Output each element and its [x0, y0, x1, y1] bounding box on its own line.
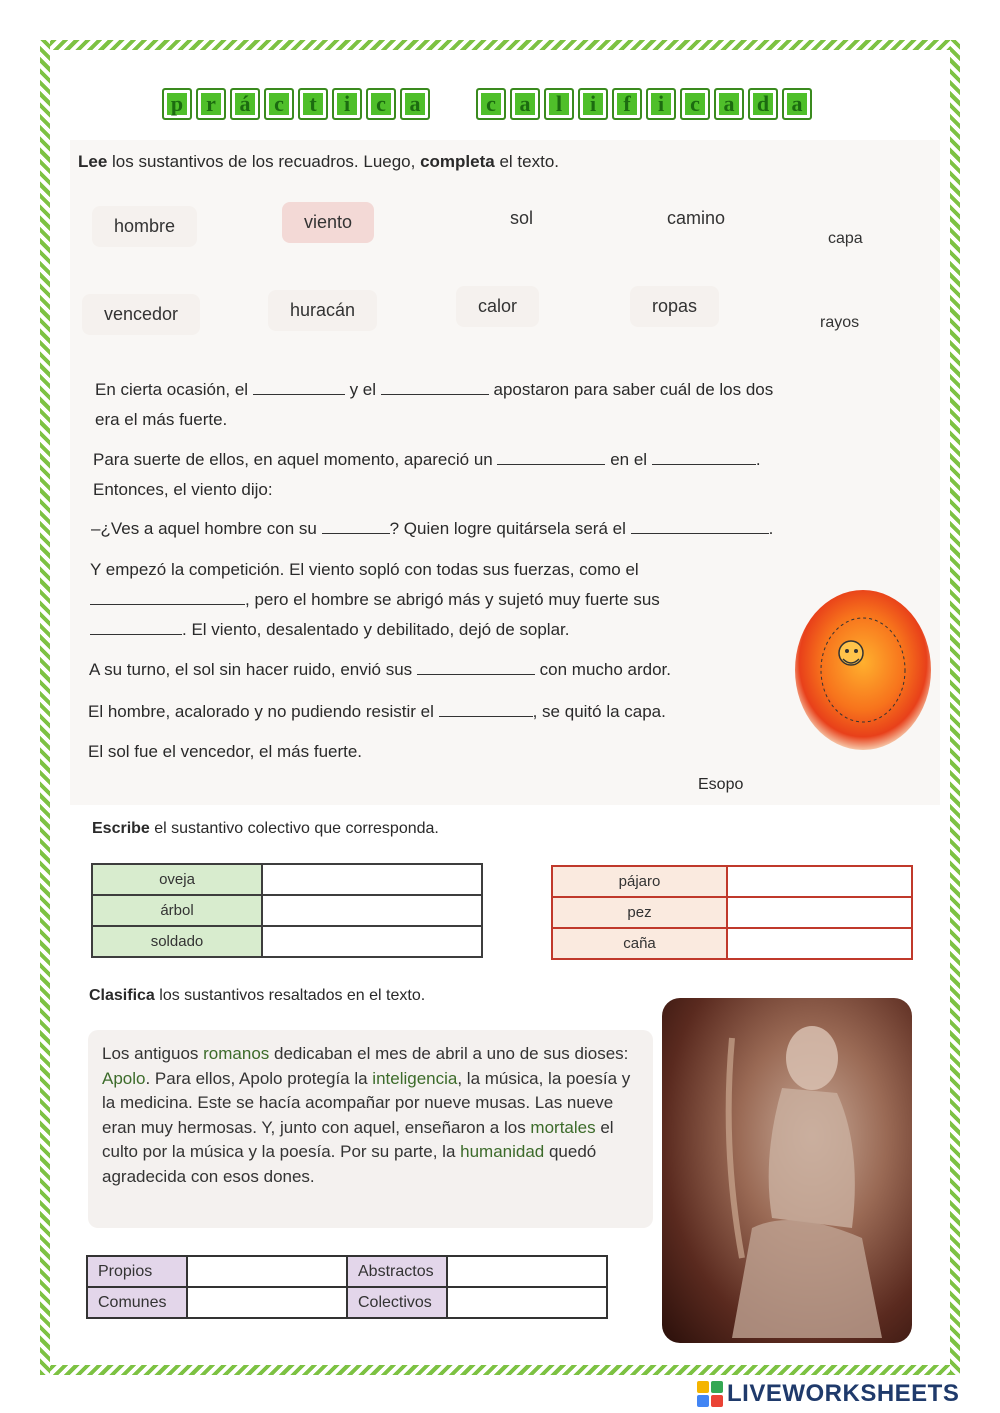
title-letter: c	[366, 88, 396, 120]
brand-name: LIVEWORKSHEETS	[727, 1380, 960, 1407]
story-line: Entonces, el viento dijo:	[93, 480, 273, 499]
word-box: camino	[667, 208, 726, 228]
frame-zigzag-right	[950, 40, 960, 1375]
frame-zigzag-left	[40, 40, 50, 1375]
classify-label-propios: Propios	[87, 1256, 187, 1287]
word-box: vencedor	[82, 294, 200, 335]
story-line: , pero el hombre se abrigó más y sujetó muy fuerte sus	[90, 590, 660, 610]
title-letter: i	[332, 88, 362, 120]
instruction-lee: Lee los sustantivos de los recuadros. Luego, completa el texto.	[78, 152, 559, 171]
answer-cell[interactable]	[187, 1256, 347, 1287]
title-letter: r	[196, 88, 226, 120]
highlighted-noun: humanidad	[460, 1142, 545, 1161]
blank[interactable]	[439, 716, 533, 717]
page-title	[162, 88, 862, 128]
story-line: A su turno, el sol sin hacer ruido, envió sus con mucho ardor.	[89, 660, 672, 679]
title-letter: a	[400, 88, 430, 120]
word-box: viento	[282, 202, 374, 243]
sun-illustration	[793, 585, 933, 750]
instruction-clasifica: Clasifica los sustantivos resaltados en el texto.	[89, 987, 426, 1004]
table-cell-noun: soldado	[92, 926, 262, 957]
title-letter: a	[510, 88, 540, 120]
answer-cell[interactable]	[447, 1287, 607, 1318]
table-row	[552, 866, 912, 897]
story-line: era el más fuerte.	[95, 410, 228, 429]
blank[interactable]	[253, 394, 345, 395]
highlighted-noun: inteligencia	[372, 1068, 458, 1088]
blank[interactable]	[381, 394, 489, 395]
table-row	[92, 864, 482, 895]
story-line: Para suerte de ellos, en aquel momento, apareció un en el .	[93, 450, 761, 469]
answer-cell[interactable]	[727, 928, 912, 959]
answer-cell[interactable]	[262, 864, 482, 895]
table-cell-noun: caña	[552, 928, 727, 959]
table-cell-noun: oveja	[92, 864, 262, 895]
blank[interactable]	[417, 674, 535, 675]
title-letter: á	[230, 88, 260, 120]
word-box: sol	[510, 208, 534, 228]
title-letter: t	[298, 88, 328, 120]
word-box: rayos	[820, 314, 860, 331]
title-letter: a	[782, 88, 812, 120]
liveworksheets-logo	[697, 1380, 959, 1408]
story-author: Esopo	[698, 776, 744, 793]
title-letter: f	[612, 88, 642, 120]
blank[interactable]	[631, 533, 769, 534]
table-row	[92, 895, 482, 926]
answer-cell[interactable]	[262, 895, 482, 926]
word-box: huracán	[268, 290, 377, 331]
instruction-escribe: Escribe el sustantivo colectivo que corresponda.	[92, 820, 439, 837]
blank[interactable]	[322, 533, 390, 534]
table-row	[92, 926, 482, 957]
answer-cell[interactable]	[262, 926, 482, 957]
story-line: Y empezó la competición. El viento sopló con todas sus fuerzas, como el	[90, 560, 639, 579]
brand-icon	[697, 1381, 723, 1407]
blank[interactable]	[90, 634, 182, 635]
classify-table	[86, 1255, 608, 1319]
story-line: . El viento, desalentado y debilitado, dejó de soplar.	[90, 620, 570, 640]
title-letter: p	[162, 88, 192, 120]
collective-table-left	[91, 863, 483, 958]
answer-cell[interactable]	[727, 897, 912, 928]
classify-label-comunes: Comunes	[87, 1287, 187, 1318]
title-letter: i	[578, 88, 608, 120]
blank[interactable]	[652, 464, 756, 465]
apollo-statue-photo	[662, 998, 912, 1343]
blank[interactable]	[90, 604, 245, 605]
table-row	[552, 928, 912, 959]
word-box: calor	[456, 286, 539, 327]
answer-cell[interactable]	[447, 1256, 607, 1287]
table-row	[87, 1287, 607, 1318]
table-cell-noun: pez	[552, 897, 727, 928]
frame-zigzag-top	[40, 40, 960, 50]
frame-zigzag-bottom	[40, 1365, 960, 1375]
story-line: El hombre, acalorado y no pudiendo resistir el , se quitó la capa.	[88, 702, 666, 721]
classify-label-abstractos: Abstractos	[347, 1256, 447, 1287]
collective-table-right	[551, 865, 913, 960]
table-cell-noun: árbol	[92, 895, 262, 926]
blank[interactable]	[497, 464, 605, 465]
title-letter: d	[748, 88, 778, 120]
classify-label-colectivos: Colectivos	[347, 1287, 447, 1318]
title-letter: a	[714, 88, 744, 120]
highlighted-noun: mortales	[530, 1117, 596, 1137]
answer-cell[interactable]	[727, 866, 912, 897]
word-box: capa	[828, 230, 863, 247]
table-row	[87, 1256, 607, 1287]
title-letter: i	[646, 88, 676, 120]
story-line: –¿Ves a aquel hombre con su ? Quien logre quitársela será el .	[91, 519, 774, 538]
title-letter: c	[680, 88, 710, 120]
table-row	[552, 897, 912, 928]
table-cell-noun: pájaro	[552, 866, 727, 897]
title-letter: c	[264, 88, 294, 120]
story-line: El sol fue el vencedor, el más fuerte.	[88, 742, 363, 761]
word-box: ropas	[630, 286, 719, 327]
word-box: hombre	[92, 206, 197, 247]
answer-cell[interactable]	[187, 1287, 347, 1318]
title-letter: l	[544, 88, 574, 120]
reading-passage: Los antiguos romanos dedicaban el mes de abril a uno de sus dioses: Apolo. Para ellos, Apolo protegía la inteligencia, la música, la poesía y la medicina. Este se hacía acompañar por nueve musas. Las nueve eran muy hermosas. Y, junto con aquel, enseñaron a los mortales el culto por la música y la poesía. Por su parte, la humanidad quedó agradecida con esos dones.	[88, 1030, 653, 1228]
highlighted-noun: Apolo	[102, 1068, 146, 1088]
title-letter: c	[476, 88, 506, 120]
story-line: En cierta ocasión, el y el apostaron para saber cuál de los dos	[95, 380, 774, 399]
highlighted-noun: romanos	[203, 1044, 270, 1063]
